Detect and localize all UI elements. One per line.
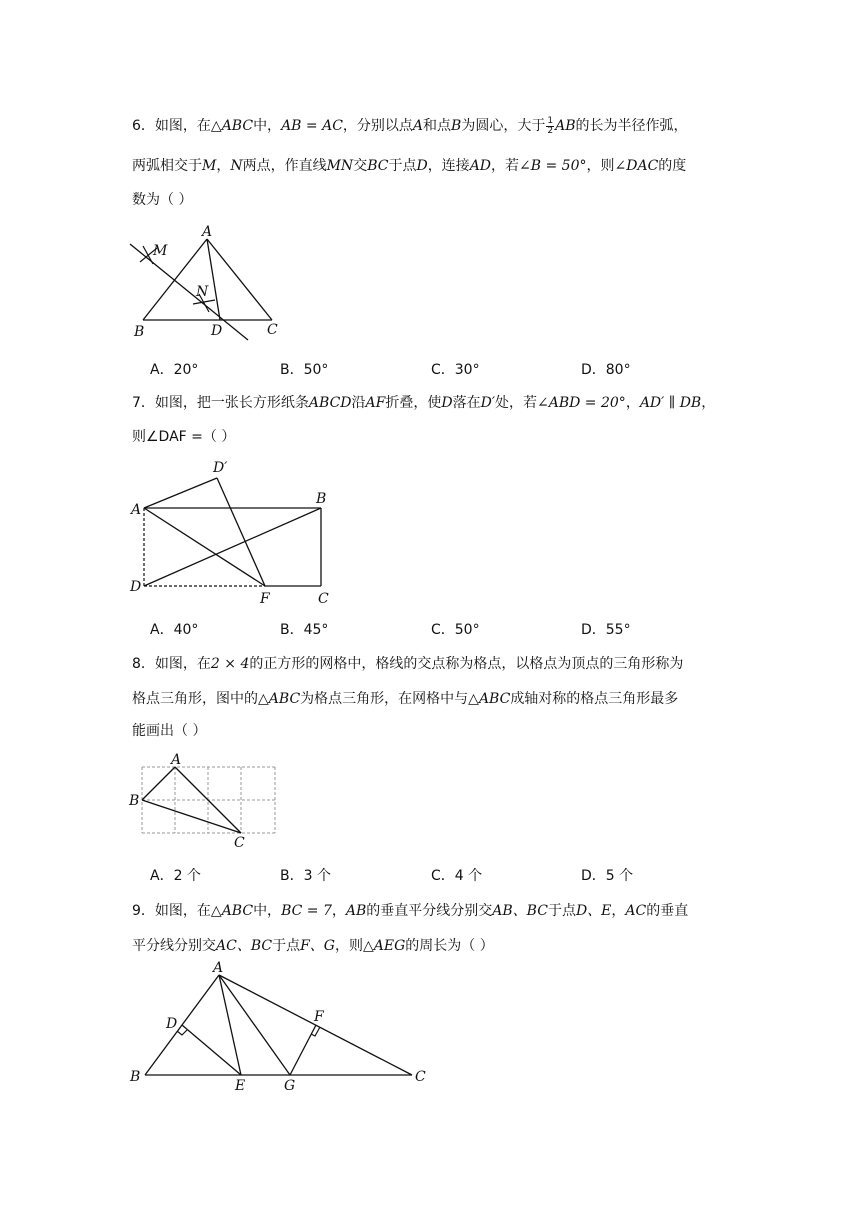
q9-label-c: C (415, 1069, 426, 1085)
q9-label-b: B (130, 1069, 141, 1085)
fraction-one-half: $\frac{1}{2}$ (547, 115, 554, 136)
q7-segment-db (144, 508, 321, 586)
q7-label-f: F (260, 591, 270, 607)
q6-text-line1: 6．如图，在△ABC中，AB = AC，分别以点A和点B为圆心，大于 $\frac{1}{2}$ AB的长为半径作弧， (132, 115, 688, 136)
q9-label-g: G (284, 1078, 296, 1094)
q6-line-mn (130, 244, 248, 340)
q7-option-a[interactable]: A．40° (150, 622, 199, 638)
q9-label-f: F (314, 1009, 324, 1025)
q7-label-a: A (131, 502, 142, 518)
q9-text-line1: 9．如图，在△ABC中，BC = 7，AB的垂直平分线分别交AB、BC于点D、E，AC的垂直 (132, 903, 689, 919)
q6-option-d[interactable]: D．80° (581, 362, 631, 378)
q7-text-line2: 则∠DAF =（ ） (132, 429, 236, 445)
q6-option-b[interactable]: B．50° (280, 362, 329, 378)
q8-option-d[interactable]: D．5 个 (581, 868, 634, 884)
q9-label-e: E (235, 1078, 246, 1094)
q6-option-c[interactable]: C．30° (431, 362, 480, 378)
q7-label-dprime: D′ (213, 460, 228, 476)
q6-text-line2: 两弧相交于M，N两点，作直线MN交BC于点D，连接AD，若∠B = 50°，则∠DAC的度 (132, 158, 687, 174)
q8-label-c: C (234, 835, 245, 851)
q7-segment-adprime (144, 478, 217, 508)
q6-figure (125, 222, 278, 347)
q6-label-d: D (211, 323, 223, 339)
q9-figure (125, 958, 435, 1093)
q6-label-a: A (202, 224, 213, 240)
q7-option-b[interactable]: B．45° (280, 622, 329, 638)
q7-option-c[interactable]: C．50° (431, 622, 480, 638)
q9-label-d: D (166, 1016, 178, 1032)
q9-text-line2: 平分线分别交AC、BC于点F、G，则△AEG的周长为（ ） (132, 938, 494, 954)
q8-option-b[interactable]: B．3 个 (280, 868, 331, 884)
q8-text-line2: 格点三角形，图中的△ABC为格点三角形，在网格中与△ABC成轴对称的格点三角形最多 (132, 691, 679, 707)
q8-figure (125, 752, 280, 851)
q7-label-c: C (318, 591, 329, 607)
q7-option-d[interactable]: D．55° (581, 622, 631, 638)
q8-option-c[interactable]: C．4 个 (431, 868, 483, 884)
q6-label-n: N (196, 284, 209, 300)
q7-figure (125, 458, 340, 608)
q9-segment-fg (290, 1025, 316, 1075)
q7-text-line1: 7．如图，把一张长方形纸条ABCD沿AF折叠，使D落在D′处，若∠ABD = 20°，AD′ ∥ DB， (132, 395, 716, 411)
q9-label-a: A (213, 960, 224, 976)
q8-text-line1: 8．如图，在2 × 4的正方形的网格中，格线的交点称为格点，以格点为顶点的三角形称为 (132, 656, 684, 672)
q6-label-m: M (153, 243, 168, 259)
q7-label-d: D (130, 579, 142, 595)
q8-label-a: A (171, 752, 182, 768)
q6-segment-ac (207, 239, 272, 320)
q6-label-b: B (134, 324, 145, 340)
q8-segment-bc (142, 800, 241, 833)
q8-segment-ab (142, 767, 175, 800)
q7-label-b: B (316, 491, 327, 507)
q6-text-line3: 数为（ ） (132, 192, 193, 208)
q6-label-c: C (267, 322, 278, 338)
q6-option-a[interactable]: A．20° (150, 362, 199, 378)
q8-option-a[interactable]: A．2 个 (150, 868, 201, 884)
q7-segment-af (144, 508, 265, 586)
q8-label-b: B (129, 793, 140, 809)
q8-text-line3: 能画出（ ） (132, 723, 207, 739)
